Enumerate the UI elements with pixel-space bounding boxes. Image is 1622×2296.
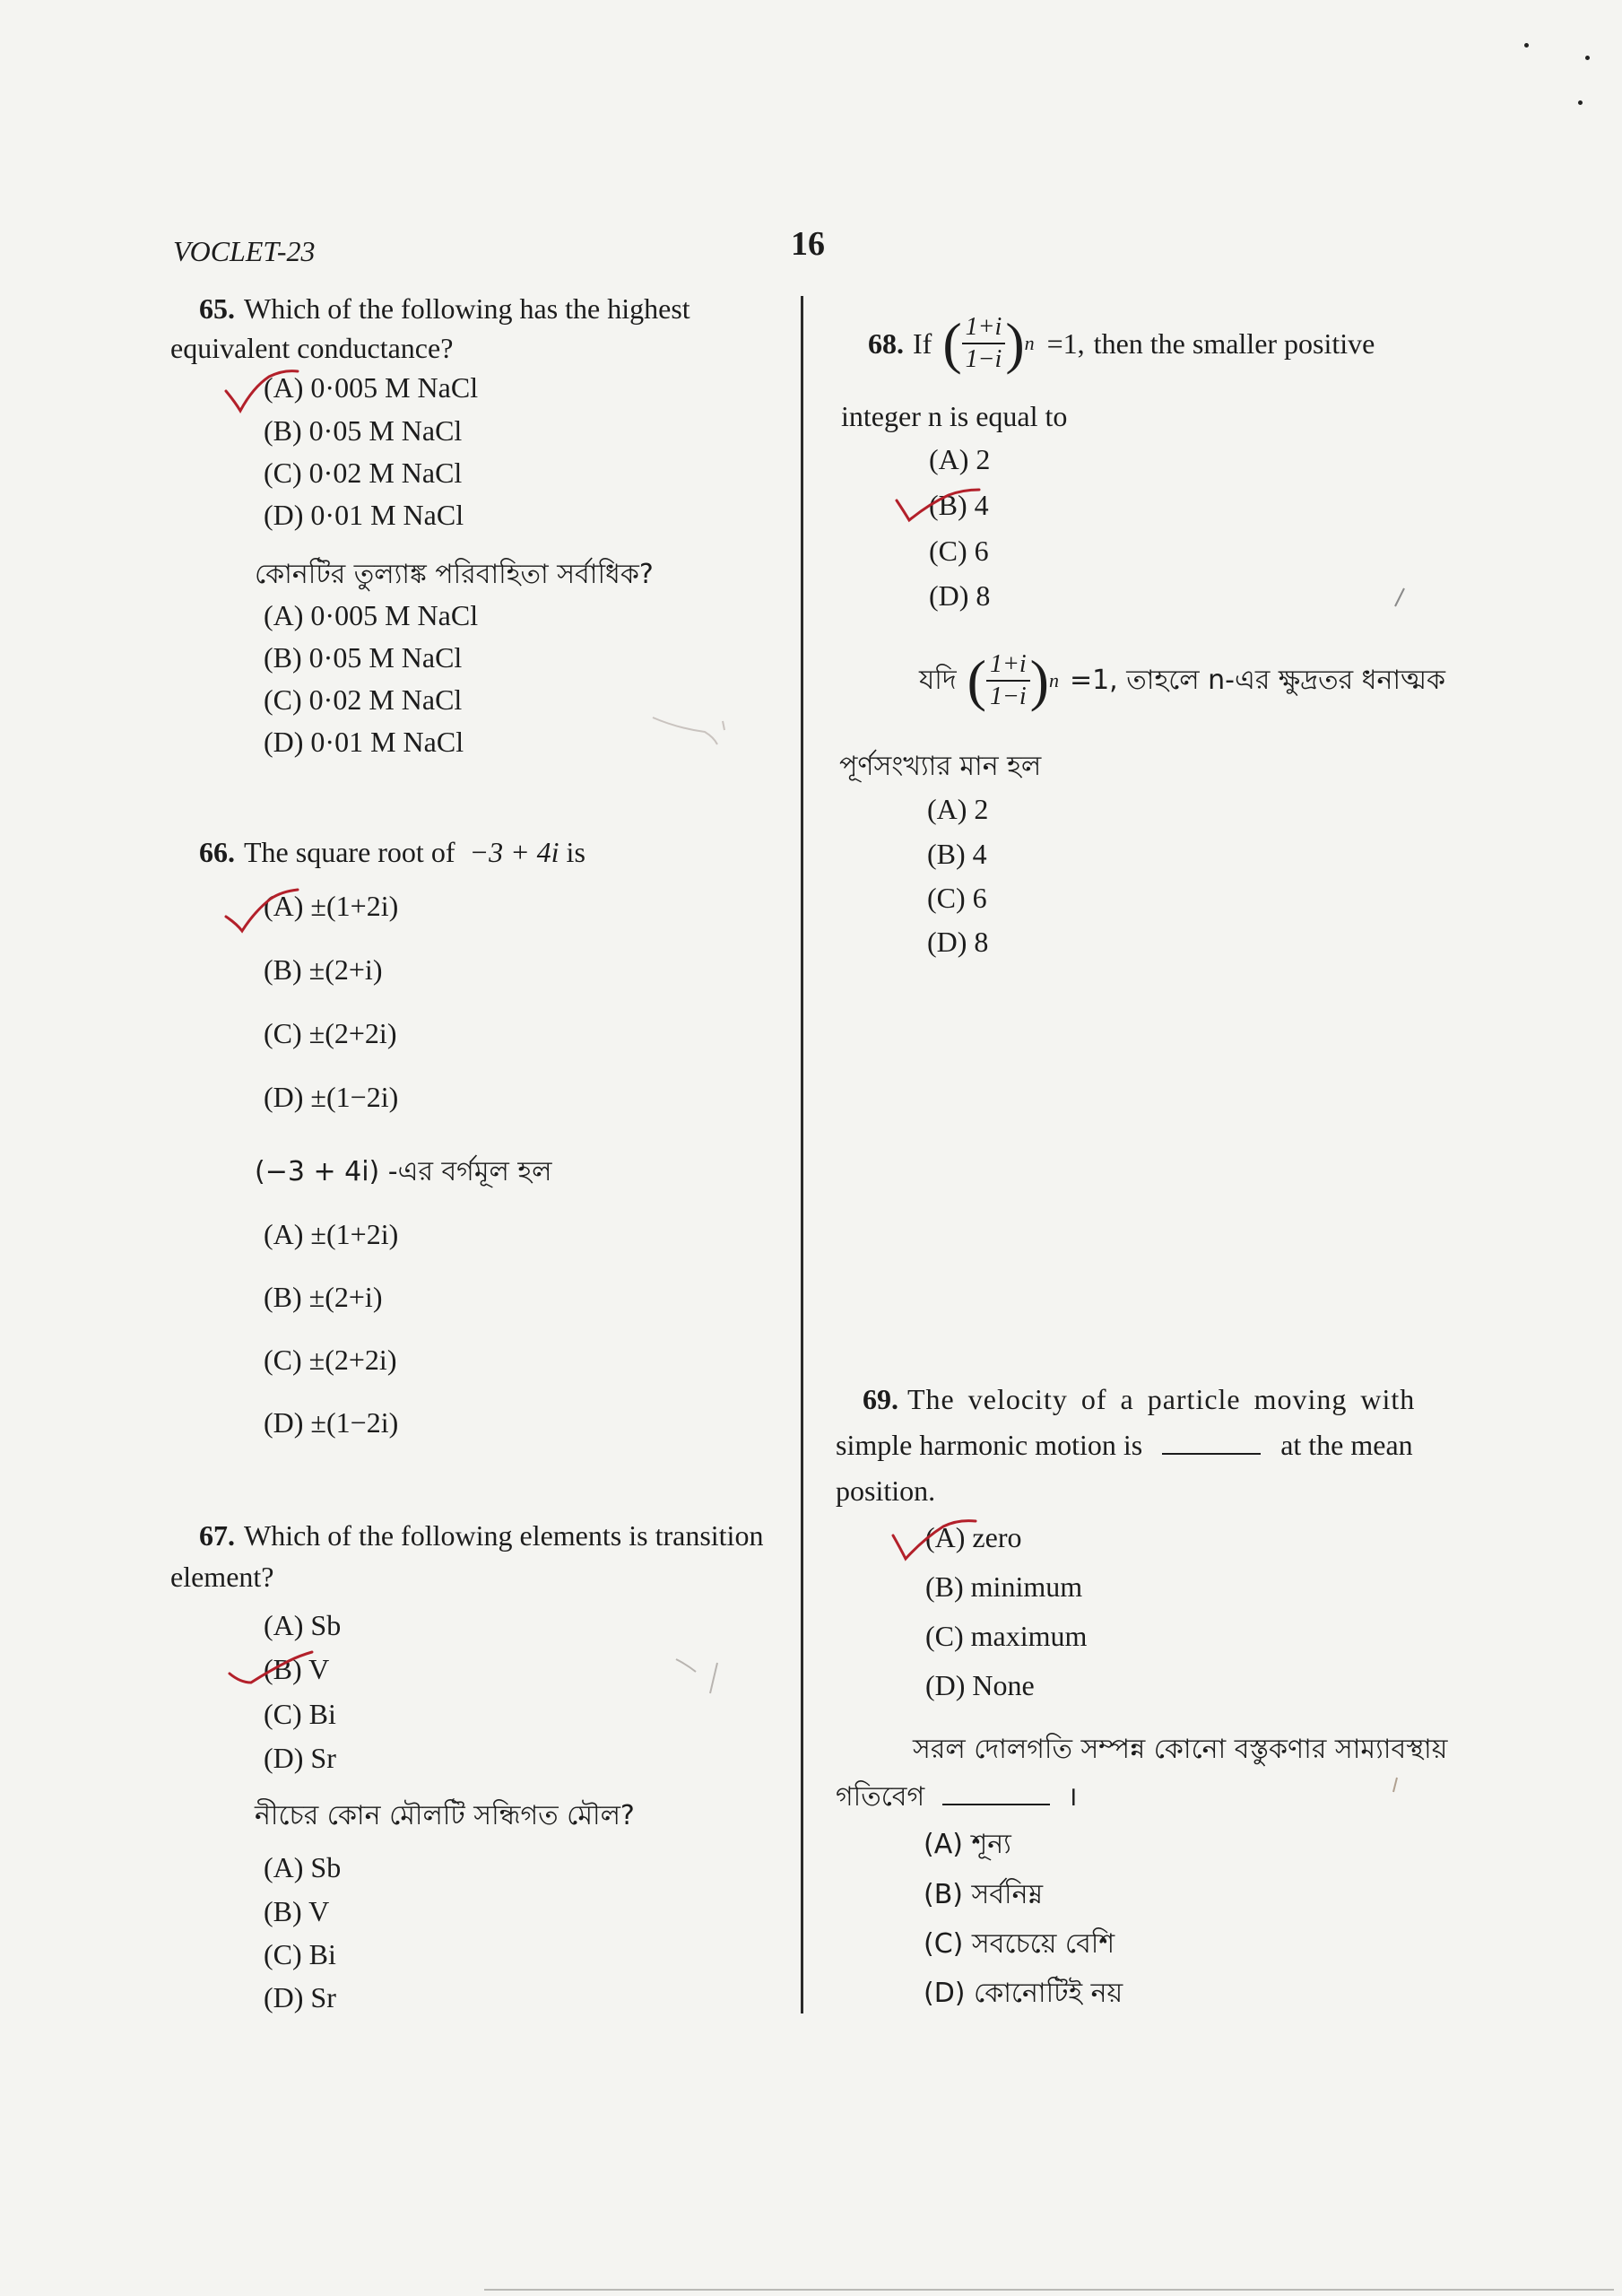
q68-text-after: then the smaller positive xyxy=(1093,327,1375,360)
q66-option-a: (A) ±(1+2i) xyxy=(264,890,399,922)
q66-text-before: The square root of xyxy=(244,836,455,868)
q67-bn-option-d: (D) Sr xyxy=(264,1981,336,2013)
q69-bn-line2-end: । xyxy=(1067,1781,1078,1813)
q66-bn-option-d: (D) ±(1−2i) xyxy=(264,1406,399,1439)
q68-bn-after: =1, তাহলে n-এর ক্ষুদ্রতর ধনাত্মক xyxy=(1069,664,1445,696)
q66-bn-option-b: (B) ±(2+i) xyxy=(264,1281,383,1313)
q65-option-d: (D) 0·01 M NaCl xyxy=(264,499,464,531)
q65-bn-option-a: (A) 0·005 M NaCl xyxy=(264,599,479,631)
q68-bn-option-a: (A) 2 xyxy=(927,793,989,825)
q68-bn-frac-denominator: 1−i xyxy=(989,683,1027,710)
q67-bn-option-c: (C) Bi xyxy=(264,1938,336,1970)
q68-bn-paren-close: ) xyxy=(1029,648,1049,712)
q67-text-line2: element? xyxy=(170,1561,274,1593)
q69-bn-option-a-wrap xyxy=(924,1822,1011,1868)
speck xyxy=(1585,56,1590,60)
q68-line1 xyxy=(868,312,1375,375)
q68-bn-line2: পূর্ণসংখ্যার মান হল xyxy=(839,751,1042,782)
q68-bn-if: যদি xyxy=(919,664,957,696)
q69-bn-option-b: (B) সর্বনিম্ন xyxy=(924,1879,1044,1910)
q67-number: 67. xyxy=(199,1519,235,1552)
q68-bn-line1 xyxy=(919,649,1445,712)
q67-text-line1: Which of the following elements is transition xyxy=(244,1519,764,1552)
q69-line2 xyxy=(836,1425,1413,1465)
q66-number: 66. xyxy=(199,836,235,868)
q68-fraction xyxy=(962,312,1006,375)
q68-bn-exponent: n xyxy=(1048,669,1059,691)
q65-bn-question: কোনটির তুল্যাঙ্ক পরিবাহিতা সর্বাধিক? xyxy=(255,559,654,590)
q68-bn-frac-numerator: 1+i xyxy=(986,649,1030,682)
q69-blank xyxy=(1162,1453,1261,1455)
pencil-mark xyxy=(1388,1774,1406,1801)
q69-line1 xyxy=(863,1379,1415,1419)
speck xyxy=(1578,100,1583,105)
q68-equals: =1, xyxy=(1046,327,1085,360)
q67-bn-option-b: (B) V xyxy=(264,1895,330,1927)
q66-option-b: (B) ±(2+i) xyxy=(264,953,383,986)
q68-paren-open: ( xyxy=(942,311,962,375)
q67-option-b: (B) V xyxy=(264,1653,330,1685)
q67-option-d: (D) Sr xyxy=(264,1742,336,1774)
q69-text-line1: The velocity of a particle moving with xyxy=(907,1383,1416,1415)
q69-bn-option-c-wrap xyxy=(924,1922,1115,1968)
q69-bn-option-d: (D) কোনোটিই নয় xyxy=(924,1978,1123,2009)
q68-option-a: (A) 2 xyxy=(929,443,991,475)
q69-option-d: (D) None xyxy=(925,1669,1035,1701)
q68-bn-option-b: (B) 4 xyxy=(927,838,987,870)
q65-text-line2: equivalent conductance? xyxy=(170,332,454,364)
q69-bn-option-b-wrap xyxy=(924,1873,1043,1918)
q66-bn-option-c: (C) ±(2+2i) xyxy=(264,1344,397,1376)
q65-bn-option-b: (B) 0·05 M NaCl xyxy=(264,641,463,674)
q65-option-b: (B) 0·05 M NaCl xyxy=(264,414,463,447)
q69-bn-option-c: (C) সবচেয়ে বেশি xyxy=(924,1928,1115,1960)
q69-option-b: (B) minimum xyxy=(925,1570,1083,1603)
q66-expression: −3 + 4i xyxy=(469,836,559,868)
q68-bn-paren-open: ( xyxy=(967,648,986,712)
q67-option-a: (A) Sb xyxy=(264,1609,342,1641)
q66-option-d: (D) ±(1−2i) xyxy=(264,1081,399,1113)
q65-bn-option-c: (C) 0·02 M NaCl xyxy=(264,683,463,716)
q68-bn-option-d: (D) 8 xyxy=(927,926,989,958)
speck xyxy=(1524,43,1529,48)
paper-code: VOCLET-23 xyxy=(173,235,316,267)
q68-exponent: n xyxy=(1024,332,1035,354)
q69-bn-option-d-wrap xyxy=(924,1971,1123,2017)
q65-option-a: (A) 0·005 M NaCl xyxy=(264,371,479,404)
q67-line1 xyxy=(199,1516,763,1555)
column-divider xyxy=(801,296,803,2013)
q69-option-a: (A) zero xyxy=(925,1521,1022,1553)
q65-number: 65. xyxy=(199,292,235,325)
q69-text-line3: position. xyxy=(836,1474,936,1507)
q68-option-d: (D) 8 xyxy=(929,579,991,612)
page-edge xyxy=(484,2289,1614,2291)
q68-bn-fraction xyxy=(986,649,1030,712)
q68-text-line2: integer n is equal to xyxy=(841,400,1068,432)
q69-bn-line2-text: গতিবেগ xyxy=(836,1781,925,1813)
q68-frac-denominator: 1−i xyxy=(965,345,1002,373)
q68-option-b: (B) 4 xyxy=(929,489,989,521)
pencil-mark xyxy=(1392,585,1409,612)
q65-text-line1: Which of the following has the highest xyxy=(244,292,690,325)
q67-bn-question: নীচের কোন মৌলটি সন্ধিগত মৌল? xyxy=(255,1800,635,1831)
q66-bn-option-a: (A) ±(1+2i) xyxy=(264,1218,399,1250)
q68-bn-option-c: (C) 6 xyxy=(927,882,987,914)
q69-option-c: (C) maximum xyxy=(925,1620,1088,1652)
q68-option-c: (C) 6 xyxy=(929,535,989,567)
q68-frac-numerator: 1+i xyxy=(962,312,1006,344)
q67-bn-option-a: (A) Sb xyxy=(264,1851,342,1883)
q69-bn-option-a: (A) শূন্য xyxy=(924,1829,1011,1860)
q69-number: 69. xyxy=(863,1383,898,1415)
q68-number: 68. xyxy=(868,327,904,360)
q65-option-c: (C) 0·02 M NaCl xyxy=(264,457,463,489)
pencil-mark xyxy=(674,1656,728,1700)
q66-line xyxy=(199,832,585,872)
q65-line1 xyxy=(199,289,690,328)
q69-text-line2b: at the mean xyxy=(1280,1429,1413,1461)
q68-if: If xyxy=(913,327,932,360)
q67-option-c: (C) Bi xyxy=(264,1698,336,1730)
q69-bn-blank xyxy=(942,1804,1050,1805)
q66-text-after: is xyxy=(566,836,585,868)
q69-bn-line2 xyxy=(836,1775,1078,1821)
page-number: 16 xyxy=(791,225,825,263)
q69-bn-line1: সরল দোলগতি সম্পন্ন কোনো বস্তুকণার সাম্যাবস্থায় xyxy=(913,1734,1448,1765)
q65-bn-option-d: (D) 0·01 M NaCl xyxy=(264,726,464,758)
q66-bn-question: (−3 + 4i) -এর বর্গমূল হল xyxy=(255,1156,552,1187)
q66-option-c: (C) ±(2+2i) xyxy=(264,1017,397,1049)
pencil-mark xyxy=(651,714,732,750)
q69-text-line2a: simple harmonic motion is xyxy=(836,1429,1143,1461)
q68-paren-close: ) xyxy=(1005,311,1025,375)
